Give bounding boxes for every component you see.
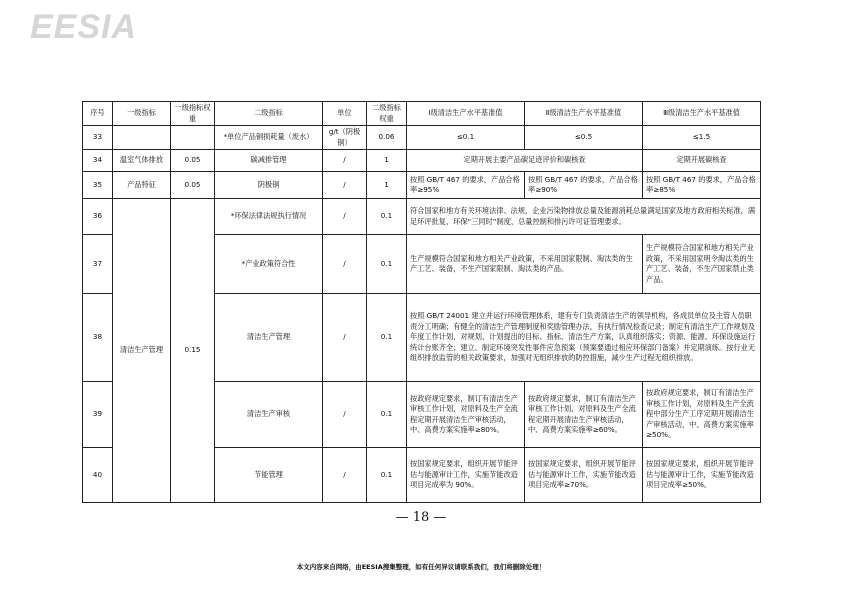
grade-all-value: 符合国家和地方有关环境法律、法规，企业污染物排放总量及能源消耗总量满足国家及地方政府相关标准，满足环评批复、环保“三同时”制度、总量控制和排污许可证管理要求。 bbox=[407, 199, 761, 235]
unit: / bbox=[323, 382, 367, 448]
footer-disclaimer: 本文内容来自网络，由EESIA搜集整理，如有任何异议请联系我们，我们将删除处理！ bbox=[296, 563, 546, 571]
page-number: — 18 — bbox=[395, 510, 447, 525]
grade1-value: 按国家规定要求，组织开展节能评估与能源审计工作，实施节能改造项目完成率为 90%。 bbox=[407, 448, 525, 503]
level2-indicator: 清洁生产管理 bbox=[215, 294, 323, 382]
header-level2: 二级指标 bbox=[215, 102, 323, 126]
grade3-value: 按照 GB/T 467 的要求，产品合格率≥85% bbox=[643, 172, 761, 199]
level1-weight: 0.15 bbox=[171, 199, 215, 503]
header-level2-weight: 二级指标权重 bbox=[367, 102, 407, 126]
grade2-value: 按政府规定要求，制订有清洁生产审核工作计划，对原料及生产全流程定期开展清洁生产审核活动，中、高费方案实施率≥60%。 bbox=[525, 382, 643, 448]
grade3-value: 生产规模符合国家和地方相关产业政策，不采用国家明令淘汰类的生产工艺、装备，不生产国家禁止类产品。 bbox=[643, 235, 761, 294]
level2-indicator: *环保法律法规执行情况 bbox=[215, 199, 323, 235]
unit: / bbox=[323, 172, 367, 199]
header-no: 序号 bbox=[83, 102, 113, 126]
clean-production-indicator-table bbox=[82, 101, 761, 503]
header-grade1: Ⅰ级清洁生产水平基准值 bbox=[407, 102, 525, 126]
grade3-value: 定期开展碳核查 bbox=[643, 150, 761, 172]
header-level1: 一级指标 bbox=[113, 102, 171, 126]
unit: / bbox=[323, 150, 367, 172]
unit: / bbox=[323, 294, 367, 382]
table-row bbox=[83, 126, 761, 150]
row-no: 37 bbox=[83, 235, 113, 294]
header-grade3: Ⅲ级清洁生产水平基准值 bbox=[643, 102, 761, 126]
empty-cell bbox=[171, 126, 215, 150]
row-no: 33 bbox=[83, 126, 113, 150]
grade2-value: 按照 GB/T 467 的要求，产品合格率≥90% bbox=[525, 172, 643, 199]
grade2-value: ≤0.5 bbox=[525, 126, 643, 150]
row-no: 35 bbox=[83, 172, 113, 199]
table-row bbox=[83, 172, 761, 199]
unit: / bbox=[323, 235, 367, 294]
unit: / bbox=[323, 448, 367, 503]
grade1-value: 按政府规定要求，制订有清洁生产审核工作计划，对原料及生产全流程定期开展清洁生产审核活动，中、高费方案实施率≥80%。 bbox=[407, 382, 525, 448]
grade-all-value: 按照 GB/T 24001 建立并运行环境管理体系，建有专门负责清洁生产的领导机构，各成员单位及主管人员职责分工明确；有健全的清洁生产管理制度和奖励管理办法，有执行情况检查记录；制定有清洁生产工作规划及年度工作计划，对规划、计划提出的目标、指标、清洁生产方案，认真组织落实；资源、能源、环保设施运行统计台账齐全；建立、制定环境突发性事件应急预案（预案要通过相应环保部门备案）并定期演练。按行业无组织排放监管的相关政策要求，加强对无组织排放的防控措施，减少生产过程无组织排放。 bbox=[407, 294, 761, 382]
level2-weight: 1 bbox=[367, 150, 407, 172]
grade3-value: 按国家规定要求，组织开展节能评估与能源审计工作，实施节能改造项目完成率≥50%。 bbox=[643, 448, 761, 503]
header-unit: 单位 bbox=[323, 102, 367, 126]
grade1-value: ≤0.1 bbox=[407, 126, 525, 150]
grade3-value: 按政府规定要求，制订有清洁生产审核工作计划，对原料及生产全流程中部分生产工序定期开展清洁生产审核活动，中、高费方案实施率≥50%。 bbox=[643, 382, 761, 448]
row-no: 38 bbox=[83, 294, 113, 382]
row-no: 39 bbox=[83, 382, 113, 448]
grade12-value: 生产规模符合国家和地方相关产业政策，不采用国家限制、淘汰类的生产工艺、装备，不生产国家限制、淘汰类的产品。 bbox=[407, 235, 643, 294]
grade12-value: 定期开展主要产品碳足迹评价和碳核查 bbox=[407, 150, 643, 172]
row-no: 36 bbox=[83, 199, 113, 235]
grade1-value: 按照 GB/T 467 的要求，产品合格率≥95% bbox=[407, 172, 525, 199]
level2-indicator: 碳减排管理 bbox=[215, 150, 323, 172]
level2-weight: 0.1 bbox=[367, 294, 407, 382]
level2-weight: 0.1 bbox=[367, 235, 407, 294]
row-no: 34 bbox=[83, 150, 113, 172]
level2-weight: 0.1 bbox=[367, 382, 407, 448]
grade3-value: ≤1.5 bbox=[643, 126, 761, 150]
level2-indicator: 节能管理 bbox=[215, 448, 323, 503]
level2-indicator: *产业政策符合性 bbox=[215, 235, 323, 294]
level2-indicator: 阴极铜 bbox=[215, 172, 323, 199]
header-level1-weight: 一级指标权重 bbox=[171, 102, 215, 126]
level2-weight: 0.1 bbox=[367, 199, 407, 235]
unit: g/t（阴极铜） bbox=[323, 126, 367, 150]
header-grade2: Ⅱ级清洁生产水平基准值 bbox=[525, 102, 643, 126]
unit: / bbox=[323, 199, 367, 235]
level2-indicator: 清洁生产审核 bbox=[215, 382, 323, 448]
eesia-logo: EESIA bbox=[30, 8, 138, 46]
level1-weight: 0.05 bbox=[171, 150, 215, 172]
level2-weight: 1 bbox=[367, 172, 407, 199]
level2-weight: 0.06 bbox=[367, 126, 407, 150]
level1-indicator: 产品特征 bbox=[113, 172, 171, 199]
level2-indicator: *单位产品铜损耗量（废水） bbox=[215, 126, 323, 150]
row-no: 40 bbox=[83, 448, 113, 503]
table-row bbox=[83, 199, 761, 235]
level1-indicator: 温室气体排放 bbox=[113, 150, 171, 172]
level2-weight: 0.1 bbox=[367, 448, 407, 503]
level1-weight: 0.05 bbox=[171, 172, 215, 199]
empty-cell bbox=[113, 126, 171, 150]
table-header-row bbox=[83, 102, 761, 126]
table-row bbox=[83, 150, 761, 172]
grade2-value: 按国家规定要求，组织开展节能评估与能源审计工作，实施节能改造项目完成率≥70%。 bbox=[525, 448, 643, 503]
level1-indicator: 清洁生产管理 bbox=[113, 199, 171, 503]
